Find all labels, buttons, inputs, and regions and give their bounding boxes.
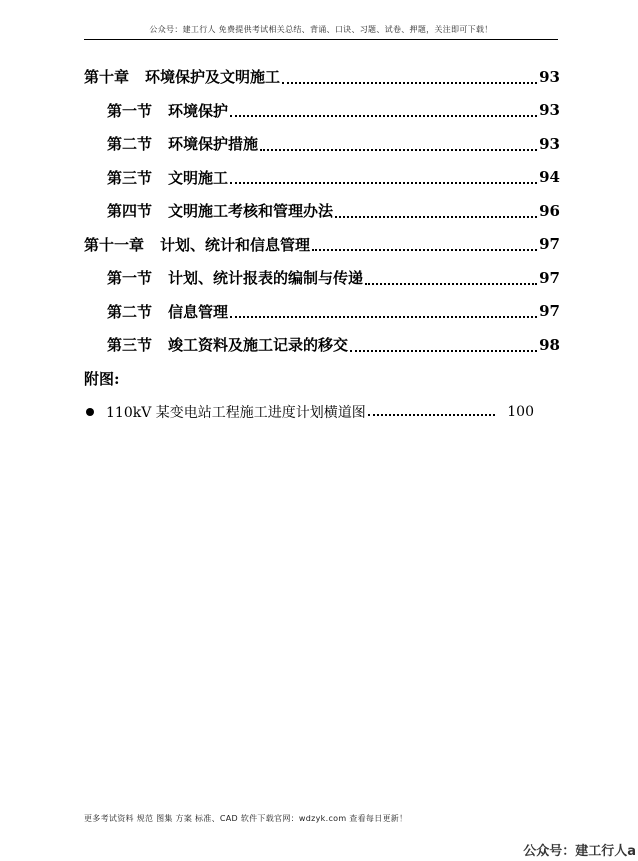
- toc-dot-leader: [282, 82, 537, 84]
- toc-entry-number: 第四节: [107, 202, 153, 221]
- watermark: 公众号：建工行人a: [523, 844, 636, 859]
- toc-dot-leader: [312, 249, 537, 251]
- page-footer: 更多考试资料 规范 图集 方案 标准、CAD 软件下载官网：wdzyk.com 查看每日更新！: [84, 814, 408, 823]
- toc-entry-label: [107, 301, 230, 322]
- toc-dot-leader: [350, 350, 537, 352]
- toc-dot-leader: [365, 283, 537, 285]
- toc-section-entry[interactable]: [84, 127, 560, 161]
- appendix-dot-leader: [368, 414, 496, 416]
- toc-chapter-entry[interactable]: [84, 228, 560, 262]
- appendix-entry[interactable]: [84, 395, 534, 429]
- toc-entry-number: 第一节: [107, 101, 153, 120]
- bullet-icon: [86, 408, 94, 416]
- toc-entry-title: 计划、统计和信息管理: [160, 235, 311, 254]
- toc-section-entry[interactable]: [84, 261, 560, 295]
- toc-entry-label: [107, 200, 335, 221]
- toc-entry-title: 环境保护: [168, 101, 229, 120]
- toc-entry-page: 97: [539, 302, 560, 321]
- toc-entry-label: [107, 167, 230, 188]
- toc-entry-title: 文明施工考核和管理办法: [168, 202, 334, 221]
- toc-entry-page: 93: [539, 134, 560, 153]
- header-divider: [84, 39, 558, 40]
- toc-section-entry[interactable]: [84, 161, 560, 195]
- toc-entry-title: 竣工资料及施工记录的移交: [168, 336, 349, 355]
- toc-section-entry[interactable]: [84, 194, 560, 228]
- toc-entry-title: 环境保护及文明施工: [145, 68, 281, 87]
- toc-entry-number: 第三节: [107, 336, 153, 355]
- table-of-contents: [84, 60, 560, 429]
- toc-entry-number: 第一节: [107, 269, 153, 288]
- toc-dot-leader: [230, 316, 537, 318]
- appendix-entry-page: 100: [507, 403, 534, 420]
- toc-entry-page: 98: [539, 335, 560, 354]
- toc-entry-number: 第二节: [107, 135, 153, 154]
- toc-entry-label: [84, 234, 312, 255]
- toc-entry-page: 93: [539, 67, 560, 86]
- toc-section-entry[interactable]: [84, 295, 560, 329]
- toc-section-entry[interactable]: [84, 94, 560, 128]
- toc-entry-title: 文明施工: [168, 168, 229, 187]
- toc-entry-title: 环境保护措施: [168, 135, 259, 154]
- toc-entry-label: [107, 100, 230, 121]
- page-header: 公众号：建工行人 免费提供考试相关总结、背诵、口诀、习题、试卷、押题，关注即可下载！: [149, 25, 493, 34]
- appendix-entry-label: 110kV 某变电站工程施工进度计划横道图: [106, 404, 366, 421]
- toc-dot-leader: [230, 182, 537, 184]
- toc-entry-number: 第二节: [107, 302, 153, 321]
- toc-dot-leader: [335, 216, 537, 218]
- toc-entry-label: [84, 66, 282, 87]
- toc-dot-leader: [230, 115, 537, 117]
- toc-entry-page: 93: [539, 101, 560, 120]
- toc-entry-page: 94: [539, 168, 560, 187]
- toc-entry-title: 计划、统计报表的编制与传递: [168, 269, 364, 288]
- toc-entry-title: 信息管理: [168, 302, 229, 321]
- toc-entry-label: [107, 133, 260, 154]
- toc-entry-page: 97: [539, 268, 560, 287]
- toc-entry-number: 第十章: [84, 68, 130, 87]
- toc-entry-number: 第三节: [107, 168, 153, 187]
- toc-dot-leader: [260, 149, 537, 151]
- toc-entry-page: 96: [539, 201, 560, 220]
- toc-entry-number: 第十一章: [84, 235, 145, 254]
- appendix-heading: 附图:: [84, 369, 120, 388]
- toc-entry-label: [107, 267, 365, 288]
- toc-section-entry[interactable]: [84, 328, 560, 362]
- toc-entry-label: [107, 334, 350, 355]
- toc-entry-page: 97: [539, 235, 560, 254]
- toc-chapter-entry[interactable]: [84, 60, 560, 94]
